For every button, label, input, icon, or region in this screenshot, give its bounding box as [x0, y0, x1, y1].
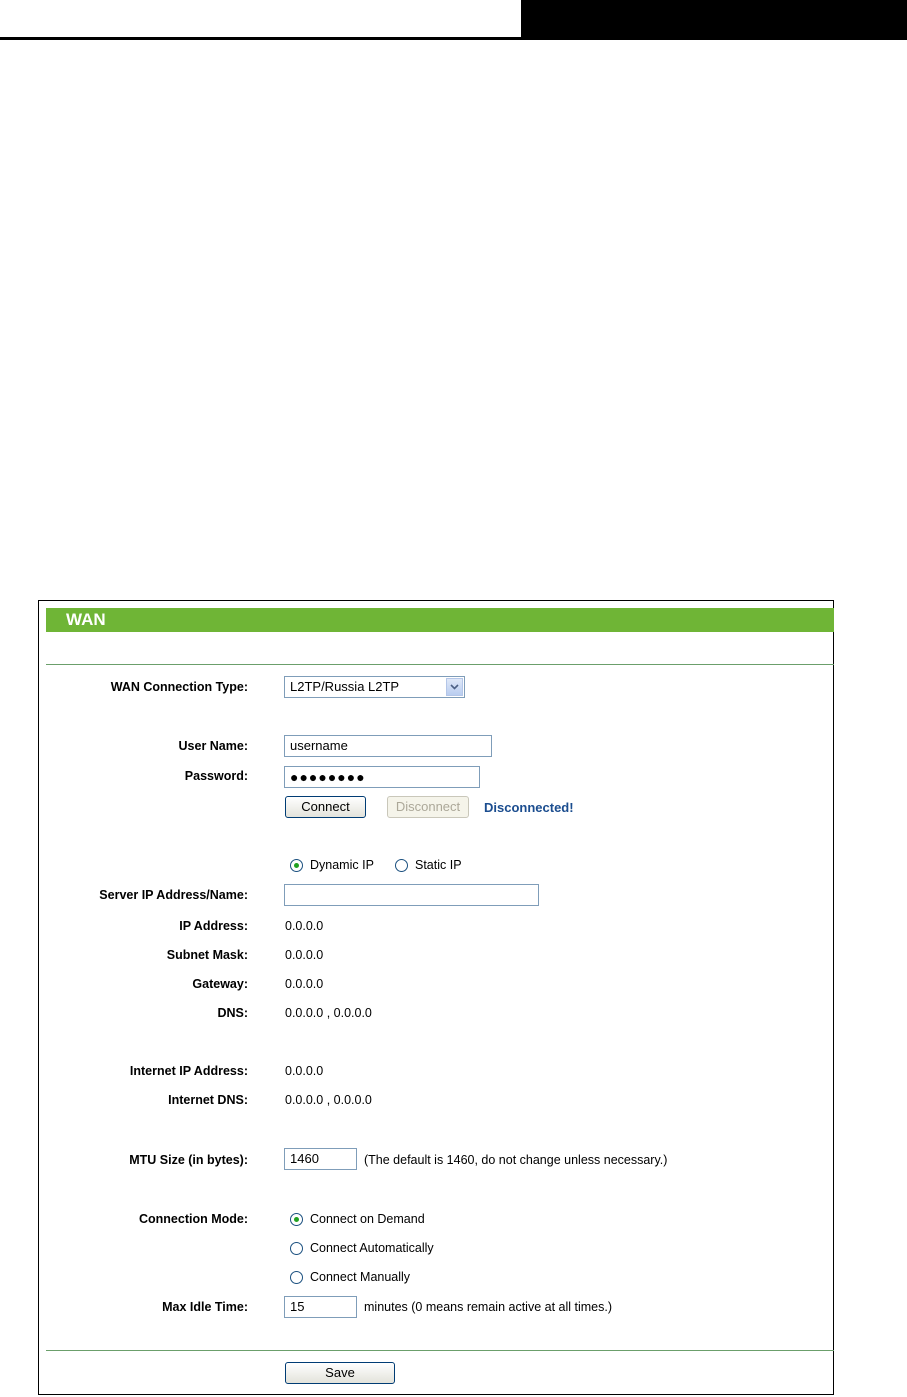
max-idle-input[interactable]: 15	[284, 1296, 357, 1318]
internet-ip-value: 0.0.0.0	[285, 1064, 324, 1078]
top-divider	[46, 664, 834, 665]
connect-button[interactable]: Connect	[285, 796, 366, 818]
max-idle-label: Max Idle Time:	[162, 1300, 248, 1314]
gateway-label: Gateway:	[192, 977, 248, 991]
internet-dns-label: Internet DNS:	[168, 1093, 248, 1107]
connect-on-demand-label: Connect on Demand	[310, 1212, 425, 1226]
disconnect-button[interactable]: Disconnect	[387, 796, 469, 818]
static-ip-label: Static IP	[415, 858, 462, 872]
connect-on-demand-radio[interactable]	[290, 1213, 303, 1226]
user-name-label: User Name:	[178, 739, 248, 753]
mtu-label: MTU Size (in bytes):	[129, 1153, 248, 1167]
connect-automatically-radio[interactable]	[290, 1242, 303, 1255]
max-idle-hint: minutes (0 means remain active at all times.)	[364, 1300, 613, 1314]
connection-mode-label: Connection Mode:	[138, 1212, 248, 1226]
wan-type-select[interactable]	[284, 676, 465, 698]
server-input[interactable]	[284, 884, 539, 906]
internet-ip-label: Internet IP Address:	[129, 1064, 248, 1078]
connect-automatically-label: Connect Automatically	[310, 1241, 434, 1255]
password-label: Password:	[184, 769, 248, 783]
password-input[interactable]: ●●●●●●●●	[284, 766, 480, 788]
wan-type-label: WAN Connection Type:	[110, 680, 248, 694]
subnet-mask-value: 0.0.0.0	[285, 948, 324, 962]
bottom-divider	[46, 1350, 834, 1351]
subnet-mask-label: Subnet Mask:	[166, 948, 248, 962]
dynamic-ip-label: Dynamic IP	[310, 858, 374, 872]
panel-title: WAN	[46, 608, 834, 632]
connect-manually-radio[interactable]	[290, 1271, 303, 1284]
dns-value: 0.0.0.0 , 0.0.0.0	[285, 1006, 372, 1020]
ip-address-label: IP Address:	[179, 919, 248, 933]
connect-manually-label: Connect Manually	[310, 1270, 411, 1284]
chevron-down-icon[interactable]	[446, 678, 463, 696]
static-ip-radio[interactable]	[395, 859, 408, 872]
mtu-input[interactable]: 1460	[284, 1148, 357, 1170]
server-label: Server IP Address/Name:	[99, 888, 248, 902]
document-header-rule	[0, 37, 907, 40]
user-name-input[interactable]: username	[284, 735, 492, 757]
dns-label: DNS:	[217, 1006, 248, 1020]
save-button[interactable]: Save	[285, 1362, 395, 1384]
connection-status: Disconnected!	[484, 800, 574, 815]
internet-dns-value: 0.0.0.0 , 0.0.0.0	[285, 1093, 372, 1107]
ip-address-value: 0.0.0.0	[285, 919, 324, 933]
document-header-block	[521, 0, 907, 38]
dynamic-ip-radio[interactable]	[290, 859, 303, 872]
wan-settings-panel	[38, 600, 834, 1395]
mtu-hint: (The default is 1460, do not change unless necessary.)	[364, 1153, 668, 1167]
wan-type-selected: L2TP/Russia L2TP	[290, 679, 400, 694]
gateway-value: 0.0.0.0	[285, 977, 324, 991]
